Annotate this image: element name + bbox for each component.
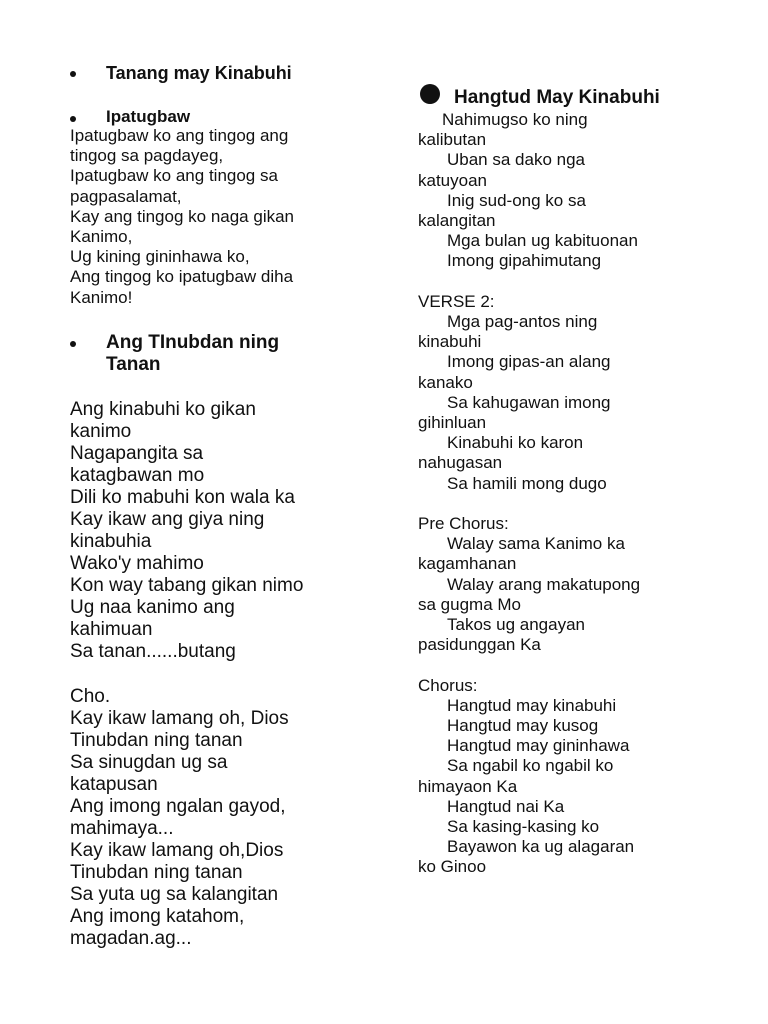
lyric-line: mahimaya... <box>70 818 174 839</box>
lyric-line: Hangtud may gininhawa <box>447 736 630 756</box>
lyric-line: Imong gipahimutang <box>447 251 602 271</box>
lyric-line: katuyoan <box>418 170 487 190</box>
lyric-line: Kanimo, <box>70 227 133 246</box>
lyric-line: Walay sama Kanimo ka <box>447 534 625 554</box>
lyric-line: Tinubdan ning tanan <box>70 862 243 883</box>
lyric-line: Ipatugbaw ko ang tingog ang <box>70 126 289 145</box>
song-title: Tanang may Kinabuhi <box>106 63 292 83</box>
lyric-line: Mga bulan ug kabituonan <box>447 231 638 251</box>
lyric-line: Ang imong ngalan gayod, <box>70 796 286 817</box>
lyric-line: Kay ikaw ang giya ning <box>70 509 265 530</box>
lyric-line: ko Ginoo <box>418 857 487 877</box>
lyric-line: katapusan <box>70 774 158 795</box>
lyric-line: Wako'y mahimo <box>70 553 204 574</box>
song-title-line: Ang TInubdan ning <box>106 332 280 353</box>
lyric-line: himayaon Ka <box>418 776 518 796</box>
lyric-line: katagbawan mo <box>70 465 205 486</box>
lyric-line: Ipatugbaw ko ang tingog sa <box>70 166 278 186</box>
lyric-line: pagpasalamat, <box>70 186 182 206</box>
lyric-line: Cho. <box>70 686 111 707</box>
lyric-line: kalibutan <box>418 130 487 150</box>
heading-hangtud-may-kinabuhi <box>420 84 660 109</box>
bullet-icon <box>70 341 76 347</box>
lyric-line: Ug kining gininhawa ko, <box>70 247 250 267</box>
lyric-line: Tinubdan ning tanan <box>70 730 243 751</box>
lyric-line: Takos ug angayan <box>447 615 585 634</box>
lyric-line: Inig sud-ong ko sa <box>447 190 586 210</box>
lyric-line: Sa ngabil ko ngabil ko <box>447 756 614 776</box>
lyric-line: kanimo <box>70 421 132 442</box>
lyric-line: Kinabuhi ko karon <box>447 433 584 453</box>
lyric-line: Pre Chorus: <box>418 514 509 533</box>
lyric-line: Sa kasing-kasing ko <box>447 817 600 836</box>
lyric-line: Hangtud nai Ka <box>447 796 565 816</box>
lyric-line: Hangtud may kinabuhi <box>447 695 617 715</box>
lyric-line: Ug naa kanimo ang <box>70 597 235 618</box>
lyric-line: Ang tingog ko ipatugbaw diha <box>70 267 294 287</box>
lyric-line: tingog sa pagdayeg, <box>70 146 224 166</box>
lyric-line: kanako <box>418 372 473 392</box>
lyric-line: Dili ko mabuhi kon wala ka <box>70 487 295 508</box>
lyric-line: Kay ikaw lamang oh,Dios <box>70 840 284 861</box>
heading-tanang-may-kinabuhi <box>70 62 292 84</box>
lyric-line: Bayawon ka ug alagaran <box>447 837 635 857</box>
lyric-line: Sa sinugdan ug sa <box>70 752 228 773</box>
bullet-icon <box>70 116 76 122</box>
lyric-line: nahugasan <box>418 453 503 473</box>
lyric-line: Hangtud may kusog <box>447 716 599 735</box>
lyric-line: Sa tanan......butang <box>70 641 236 662</box>
song-title-line: Tanan <box>106 354 161 375</box>
lyric-line: Nagapangita sa <box>70 443 204 464</box>
bullet-icon <box>420 84 440 104</box>
song-title: Ipatugbaw <box>106 107 191 126</box>
heading-ang-tinubdan <box>70 332 279 376</box>
lyric-line: Ang kinabuhi ko gikan <box>70 399 256 420</box>
lyric-line: VERSE 2: <box>418 291 495 311</box>
lyric-line: Mga pag-antos ning <box>447 312 598 331</box>
lyric-line: Chorus: <box>418 675 478 695</box>
lyric-line: Sa kahugawan imong <box>447 392 611 412</box>
lyric-line: Walay arang makatupong <box>447 574 641 594</box>
lyric-line: magadan.ag... <box>70 928 192 949</box>
lyric-line: sa gugma Mo <box>418 594 521 614</box>
lyric-line: kahimuan <box>70 619 153 640</box>
lyric-line: Kay ikaw lamang oh, Dios <box>70 708 289 729</box>
lyric-line: Kon way tabang gikan nimo <box>70 575 304 596</box>
lyric-line: kinabuhia <box>70 531 152 552</box>
lyric-line: Ang imong katahom, <box>70 906 245 927</box>
bullet-icon <box>70 71 76 77</box>
heading-ipatugbaw <box>70 107 190 127</box>
lyric-line: Kay ang tingog ko naga gikan <box>70 206 295 226</box>
song-title: Hangtud May Kinabuhi <box>454 87 660 108</box>
lyric-line: Sa yuta ug sa kalangitan <box>70 884 279 905</box>
lyric-line: Sa hamili mong dugo <box>447 473 607 493</box>
lyric-line: gihinluan <box>418 413 487 432</box>
lyric-line: Kanimo! <box>70 287 133 307</box>
lyric-line: Uban sa dako nga <box>447 150 585 170</box>
lyric-line: Nahimugso ko ning <box>442 110 588 129</box>
lyric-line: pasidunggan Ka <box>418 635 541 655</box>
lyric-line: kinabuhi <box>418 332 482 352</box>
lyric-line: kagamhanan <box>418 554 517 574</box>
lyric-line: kalangitan <box>418 211 496 230</box>
lyric-line: Imong gipas-an alang <box>447 352 611 372</box>
